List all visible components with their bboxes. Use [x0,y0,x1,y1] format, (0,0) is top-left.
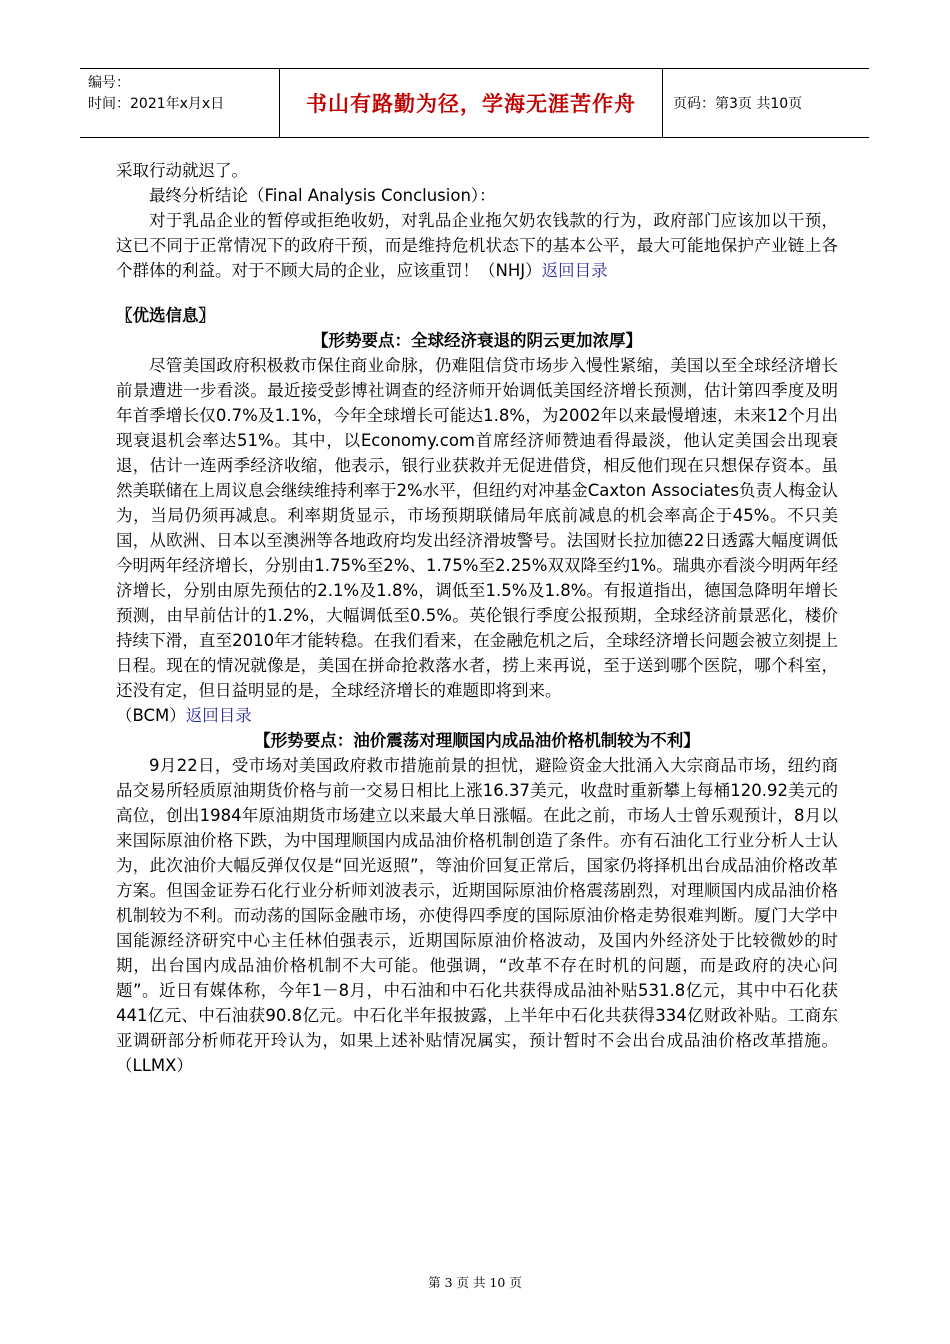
header-motto: 书山有路勤为径，学海无涯苦作舟 [280,69,663,137]
article-title: 【形势要点：全球经济衰退的阴云更加浓厚】 [312,331,642,350]
date-label: 时间：2021年x月x日 [88,96,225,112]
section-heading: 〖优选信息〗 [116,306,215,325]
conclusion-heading: 最终分析结论（Final Analysis Conclusion）： [149,186,496,205]
number-label: 编号： [88,75,130,91]
paragraph [116,208,838,283]
document-body [116,158,838,1078]
header-meta [80,69,280,137]
page-header [80,68,869,138]
paragraph-text: 对于乳品企业的暂停或拒绝收奶，对乳品企业拖欠奶农钱款的行为，政府部门应该加以干预，这已不同于正常情况下的政府干预，而是维持危机状态下的基本公平，最大可能地保护产业链上各个群体的利益。对于不顾大局的企业，应该重罚！（NHJ） [116,211,838,280]
source-tag: （BCM） [116,706,186,725]
paragraph [116,703,838,728]
page-footer: 第 3 页 共 10 页 [428,1275,522,1290]
paragraph: 采取行动就迟了。 [116,161,248,180]
article-title: 【形势要点：油价震荡对理顺国内成品油价格机制较为不利】 [254,731,700,750]
back-to-toc-link[interactable]: 返回目录 [185,706,252,725]
header-page-info: 页码：第3页 共10页 [673,96,803,112]
back-to-toc-link[interactable]: 返回目录 [541,261,608,280]
paragraph: 尽管美国政府积极救市保住商业命脉，仍难阻信贷市场步入慢性紧缩，美国以至全球经济增长前景遭进一步看淡。最近接受彭博社调查的经济师开始调低美国经济增长预测，估计第四季度及明年首季增长仅0.7%及1.1%，今年全球增长可能达1.8%，为2002年以来最慢增速，未来12个月出现衰退机会率达51%。其中，以Economy.com首席经济师赞迪看得最淡，他认定美国会出现衰退，估计一连两季经济收缩，他表示，银行业获救并无促进借贷，相反他们现在只想保存资本。虽然美联储在上周议息会继续维持利率于2%水平，但纽约对冲基金Caxton Associates负责人梅金认为，当局仍须再减息。利率期货显示，市场预期联储局年底前减息的机会率高企于45%。不只美国，从欧洲、日本以至澳洲等各地政府均发出经济滑坡警号。法国财长拉加德22日透露大幅度调低今明两年经济增长，分别由1.75%至2%、1.75%至2.25%双双降至约1%。瑞典亦看淡今明两年经济增长，分别由原先预估的2.1%及1.8%，调低至1.5%及1.8%。有报道指出，德国急降明年增长预测，由早前估计的1.2%，大幅调低至0.5%。英伦银行季度公报预期，全球经济前景恶化，楼价持续下滑，直至2010年才能转稳。在我们看来，在金融危机之后，全球经济增长问题会被立刻提上日程。现在的情况就像是，美国在拼命抢救落水者，捞上来再说，至于送到哪个医院，哪个科室，还没有定，但日益明显的是，全球经济增长的难题即将到来。 [116,356,838,700]
paragraph: 9月22日，受市场对美国政府救市措施前景的担忧，避险资金大批涌入大宗商品市场，纽约商品交易所轻质原油期货价格与前一交易日相比上涨16.37美元，收盘时重新攀上每桶120.92美元的高位，创出1984年原油期货市场建立以来最大单日涨幅。在此之前，市场人士曾乐观预计，8月以来国际原油价格下跌，为中国理顺国内成品油价格机制创造了条件。亦有石油化工行业分析人士认为，此次油价大幅反弹仅仅是“回光返照”，等油价回复正常后，国家仍将择机出台成品油价格改革方案。但国金证券石化行业分析师刘波表示，近期国际原油价格震荡剧烈，对理顺国内成品油价格机制较为不利。而动荡的国际金融市场，亦使得四季度的国际原油价格走势很难判断。厦门大学中国能源经济研究中心主任林伯强表示，近期国际原油价格波动，及国内外经济处于比较微妙的时期，出台国内成品油价格机制不大可能。他强调，“改革不存在时机的问题，而是政府的决心问题”。近日有媒体称，今年1－8月，中石油和中石化共获得成品油补贴531.8亿元，其中中石化获441亿元、中石油获90.8亿元。中石化半年报披露，上半年中石化共获得334亿财政补贴。工商东亚调研部分析师花开玲认为，如果上述补贴情况属实，预计暂时不会出台成品油价格改革措施。（LLMX） [116,756,838,1075]
